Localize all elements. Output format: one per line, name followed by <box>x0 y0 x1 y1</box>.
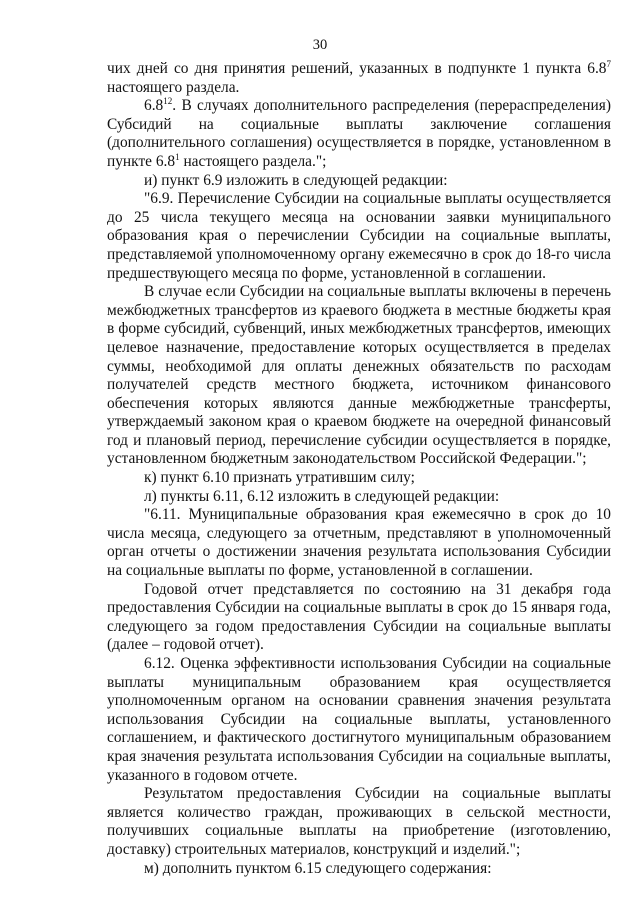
paragraph-item-k: к) пункт 6.10 признать утратившим силу; <box>144 469 415 487</box>
paragraph-interbudget-transfers: В случае если Субсидии на социальные выплаты включены в перечень межбюджетных трансфертов из краевого бюджета в местные бюджеты края в форме субсидий, субвенций, иных межбюджетных трансфертов, имеющих целевое назначение, предоставление которых осуществляется в пределах суммы, необходимой для оплаты денежных обязательств по расходам получателей средств местного бюджета, источником финансового обеспечения которых являются данные межбюджетные трансферты, утверждаемый законом края о краевом бюджете на очередной финансовый год и плановый период, перечисление субсидии осуществляется в порядке, установленном бюджетным законодательством Российской Федерации."; <box>107 283 611 468</box>
paragraph-item-l: л) пункты 6.11, 6.12 изложить в следующей редакции: <box>144 487 500 505</box>
document-body <box>107 60 611 878</box>
paragraph-6-9: "6.9. Перечисление Субсидии на социальные выплаты осуществляется до 25 числа текущего месяца на основании заявки муниципального образования края о перечислении Субсидии на социальные выплаты, представляемой уполномоченному органу ежемесячно в срок до 18-го числа предшествующего месяца по форме, установленной в соглашении. <box>107 190 611 282</box>
superscript: 7 <box>606 59 611 69</box>
paragraph-item-i: и) пункт 6.9 изложить в следующей редакции: <box>144 171 448 189</box>
paragraph-continuation: чих дней со дня принятия решений, указанных в подпункте 1 пункта $6.8^7$ настоящего раздела. <box>107 59 611 96</box>
paragraph-6-8-12: $6.8^{12}$. В случаях дополнительного распределения (перераспределения) Субсидий на социальные выплаты заключение соглашения (дополнительного соглашения) осуществляется в порядке, установленном в пункте $6.8^1$ настоящего раздела."; <box>107 96 611 170</box>
paragraph-annual-report: Годовой отчет представляется по состоянию на 31 декабря года предоставления Субсидии на социальные выплаты в срок до 15 января года, следующего за годом предоставления Субсидии на социальные выплаты (далее – годовой отчет). <box>107 580 611 654</box>
paragraph-6-12: 6.12. Оценка эффективности использования Субсидии на социальные выплаты муниципальным образованием края осуществляется уполномоченным органом на основании сравнения значения результата использования Субсидии на социальные выплаты, установленного соглашением, и фактического достигнутого муниципальным образованием края значения результата использования Субсидии на социальные выплаты, указанного в годовом отчете. <box>107 655 611 784</box>
paragraph-item-m: м) дополнить пунктом 6.15 следующего содержания: <box>144 859 492 877</box>
paragraph-6-11: "6.11. Муниципальные образования края ежемесячно в срок до 10 числа месяца, следующего за отчетным, представляют в уполномоченный орган отчеты о достижении значения результата использования Субсидии на социальные выплаты по форме, установленной в соглашении. <box>107 506 611 580</box>
superscript: 1 <box>175 151 180 162</box>
paragraph-result: Результатом предоставления Субсидии на социальные выплаты является количество граждан, проживающих в сельской местности, получивших социальные выплаты на приобретение (изготовлению, доставку) строительных материалов, конструкций и изделий."; <box>107 785 611 858</box>
page-number: 30 <box>312 37 328 53</box>
superscript: 12 <box>163 96 173 107</box>
